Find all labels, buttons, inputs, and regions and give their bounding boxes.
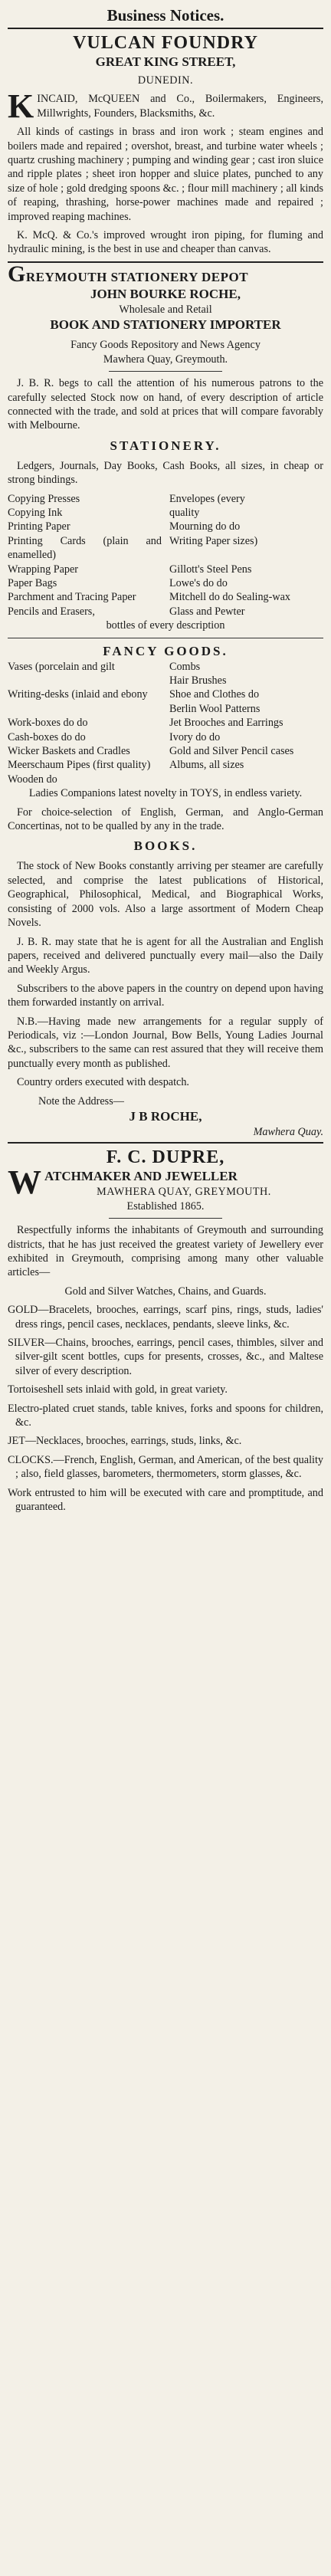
list-item: Albums, all sizes bbox=[169, 759, 244, 772]
tortoise: Tortoiseshell sets inlaid with gold, in great variety. bbox=[8, 1383, 228, 1396]
stationery-lead: Ledgers, Journals, Day Books, Cash Books, all sizes, in cheap or strong bindings. bbox=[8, 459, 323, 487]
established: Established 1865. bbox=[126, 1199, 205, 1213]
stationery-depot-ad bbox=[8, 261, 323, 1140]
fancy-goods-heading: FANCY GOODS. bbox=[103, 643, 228, 658]
books-heading: BOOKS. bbox=[133, 838, 198, 854]
firm-text: INCAID, McQUEEN and Co., Boilermakers, Engineers, Millwrights, Founders, Blacksmiths, &c. bbox=[37, 93, 323, 120]
work: Work entrusted to him will be executed with care and promptitude, and guaranteed. bbox=[8, 1486, 323, 1514]
watches: Gold and Silver Watches, Chains, and Guards. bbox=[64, 1285, 267, 1298]
list-item: Gold and Silver Pencil cases bbox=[169, 745, 294, 758]
dupre-ad bbox=[8, 1147, 323, 1514]
list-item: Pencils and Erasers, bbox=[8, 605, 95, 618]
drop-cap: K bbox=[8, 87, 34, 126]
stationery-list bbox=[8, 492, 323, 619]
list-item bbox=[8, 674, 162, 687]
drop-cap: G bbox=[8, 261, 26, 287]
books: The stock of New Books constantly arriving per steamer are carefully selected, and comprise the latest publications of Historical, Geographical, Philosophical, Medical, and Biographical Works, consisting of 2000 vols. Also a large assortment of Modern Cheap Novels. bbox=[8, 860, 323, 930]
drop-cap: W bbox=[8, 1163, 41, 1202]
ad-title: VULCAN FOUNDRY bbox=[73, 33, 258, 53]
list-item: Gillott's Steel Pens bbox=[169, 563, 252, 576]
list-item: Cash-boxes do do bbox=[8, 730, 86, 743]
list-item: Paper Bags bbox=[8, 576, 57, 589]
trade-text: ATCHMAKER AND JEWELLER bbox=[44, 1169, 238, 1184]
list-item: Writing-desks (inlaid and ebony bbox=[8, 688, 148, 701]
divider bbox=[8, 1142, 323, 1144]
list-item: Lowe's do do bbox=[169, 576, 228, 589]
divider bbox=[109, 371, 222, 372]
fancy-goods-list bbox=[8, 660, 323, 787]
owner: JOHN BOURKE ROCHE, bbox=[90, 286, 241, 301]
list-item: Work-boxes do do bbox=[8, 717, 88, 730]
signature-address: Mawhera Quay. bbox=[253, 1125, 323, 1138]
divider bbox=[109, 1218, 222, 1219]
ad-piping: K. McQ. & Co.'s improved wrought iron piping, for fluming and hydraulic mining, is the best in use and cheaper than canvas. bbox=[8, 229, 323, 256]
subscribers: Subscribers to the above papers in the country on depend upon having them forwarded instantly on arrival. bbox=[8, 982, 323, 1009]
music: For choice-selection of English, German, and Anglo-German Concertinas, not to be qualled by any in the trade. bbox=[8, 806, 323, 833]
divider bbox=[8, 28, 323, 29]
section-header: Business Notices. bbox=[107, 6, 224, 25]
gold: GOLD—Bracelets, brooches, earrings, scarf pins, rings, studs, ladies' dress rings, pencil cases, necklaces, pendants, sleeve links, &c. bbox=[8, 1304, 323, 1331]
stationery-tail: bottles of every description bbox=[106, 619, 225, 632]
list-item bbox=[169, 773, 323, 786]
signature: J B ROCHE, bbox=[129, 1108, 202, 1124]
list-item: Mourning do do bbox=[169, 520, 241, 533]
list-item: Ivory do do bbox=[169, 730, 221, 743]
fancy-goods-tail: Ladies Companions latest novelty in TOYS, in endless variety. bbox=[28, 787, 303, 800]
ad-body: All kinds of castings in brass and iron work ; steam engines and boilers made and repaired ; overshot, breast, and turbine water wheels ; quartz crushing machinery ; pumping and winding gear ; cast iron sluice and ripple plates ; sheet iron hopper and sluice plates, punched to any size of hole ; gold dredging spoons &c. ; flour mill machinery ; all kinds of reaping, thrashing, horse-power machines made and repaired ; improved reaping machines. bbox=[8, 126, 323, 223]
country: Country orders executed with despatch. bbox=[17, 1076, 189, 1089]
importer: BOOK AND STATIONERY IMPORTER bbox=[50, 317, 281, 333]
list-item: Hair Brushes bbox=[169, 674, 227, 687]
list-item: Writing Paper sizes) bbox=[169, 534, 258, 547]
list-item bbox=[8, 702, 162, 716]
intro: Respectfully informs the inhabitants of Greymouth and surrounding districts, that he has just received the greatest variety of Jewellery ever exhibited in Greymouth, comprising among many other valuable articles— bbox=[8, 1224, 323, 1279]
list-item: Envelopes (every bbox=[169, 492, 245, 505]
ad-title bbox=[8, 261, 323, 287]
silver: SILVER—Chains, brooches, earrings, pencil cases, thimbles, silver and silver-gilt scent bottles, cups for presents, crosses, &c., and Maltese silver of every description. bbox=[8, 1337, 323, 1377]
clocks: CLOCKS.—French, English, German, and American, of the best quality ; also, field glasses, barometers, thermometers, storm glasses, &c. bbox=[8, 1453, 323, 1481]
ad-town: DUNEDIN. bbox=[137, 74, 194, 87]
agent: J. B. R. may state that he is agent for all the Australian and English papers, received and delivered punctually every mail—also the Daily and Weekly Argus. bbox=[8, 935, 323, 976]
list-item: Berlin Wool Patterns bbox=[169, 702, 261, 715]
note: Note the Address— bbox=[38, 1094, 124, 1108]
ad-title: F. C. DUPRE, bbox=[106, 1147, 225, 1168]
list-item: Printing Paper bbox=[8, 520, 70, 533]
role: Wholesale and Retail bbox=[119, 303, 212, 316]
list-item: Parchment and Tracing Paper bbox=[8, 591, 136, 604]
jet: JET—Necklaces, brooches, earrings, studs, links, &c. bbox=[8, 1435, 242, 1448]
nb: N.B.—Having made new arrangements for a regular supply of Periodicals, viz :—London Journal, Bow Bells, Young Ladies Journal &c., subscribers to the same can rest assured that they will receive them punctually every month as published. bbox=[8, 1015, 323, 1070]
list-item: Shoe and Clothes do bbox=[169, 688, 260, 701]
list-item: Wrapping Paper bbox=[8, 563, 79, 576]
address: MAWHERA QUAY, GREYMOUTH. bbox=[97, 1186, 271, 1199]
list-item: Wooden do bbox=[8, 773, 57, 786]
list-item: Combs bbox=[169, 660, 201, 673]
divider bbox=[8, 261, 323, 263]
vulcan-foundry-ad bbox=[8, 32, 323, 257]
plated: Electro-plated cruet stands, table knives, forks and spoons for children, &c. bbox=[8, 1402, 323, 1429]
stationery-heading: STATIONERY. bbox=[110, 438, 221, 453]
agency: Fancy Goods Repository and News Agency bbox=[70, 339, 261, 352]
ad-street: GREAT KING STREET, bbox=[95, 54, 236, 69]
list-item: Copying Ink bbox=[8, 506, 63, 519]
list-item: Meerschaum Pipes (first quality) bbox=[8, 759, 151, 772]
title-text: REYMOUTH STATIONERY DEPOT bbox=[25, 269, 249, 284]
intro: J. B. R. begs to call the attention of his numerous patrons to the carefully selected Stock now on hand, of every description of article connected with the trade, and sold at prices that will compare favorably with Melbourne. bbox=[8, 377, 323, 432]
list-item: Glass and Pewter bbox=[169, 605, 245, 618]
list-item: Wicker Baskets and Cradles bbox=[8, 745, 130, 758]
list-item: Jet Brooches and Earrings bbox=[169, 717, 283, 730]
address: Mawhera Quay, Greymouth. bbox=[103, 353, 228, 366]
list-item: Vases (porcelain and gilt bbox=[8, 660, 115, 673]
list-item: quality bbox=[169, 506, 200, 519]
list-item: Printing Cards (plain and enamelled) bbox=[8, 534, 162, 562]
list-item: Mitchell do do Sealing-wax bbox=[169, 591, 291, 604]
ad-firm bbox=[8, 87, 323, 126]
list-item: Copying Presses bbox=[8, 492, 80, 505]
